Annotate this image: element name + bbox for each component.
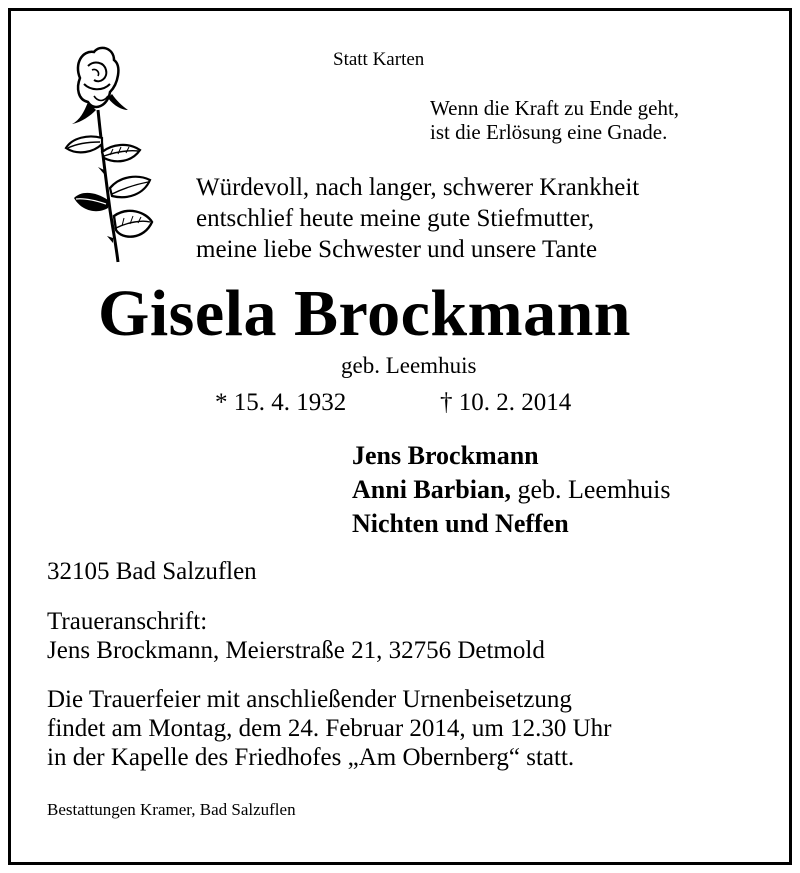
motto-line-1: Wenn die Kraft zu Ende geht, bbox=[430, 96, 680, 120]
motto-line-2: ist die Erlösung eine Gnade. bbox=[430, 120, 668, 144]
death-date: † 10. 2. 2014 bbox=[440, 389, 572, 416]
ceremony-line-3: in der Kapelle des Friedhofes „Am Obernberg“ statt. bbox=[47, 744, 575, 771]
address-label: Traueranschrift: bbox=[47, 608, 208, 635]
address-value: Jens Brockmann, Meierstraße 21, 32756 Detmold bbox=[47, 637, 545, 664]
mourner-item: Jens Brockmann bbox=[352, 441, 539, 470]
undertaker: Bestattungen Kramer, Bad Salzuflen bbox=[47, 800, 296, 819]
location: 32105 Bad Salzuflen bbox=[47, 558, 257, 585]
ceremony-line-2: findet am Montag, dem 24. Februar 2014, um 12.30 Uhr bbox=[47, 715, 612, 742]
deceased-name: Gisela Brockmann bbox=[98, 277, 632, 350]
intro-line-1: Würdevoll, nach langer, schwerer Krankheit bbox=[196, 174, 640, 201]
mourner-item: Nichten und Neffen bbox=[352, 509, 569, 538]
rose-icon bbox=[58, 40, 158, 265]
intro-line-2: entschlief heute meine gute Stiefmutter, bbox=[196, 205, 595, 232]
mourners-list bbox=[352, 439, 671, 541]
ceremony-line-1: Die Trauerfeier mit anschließender Urnenbeisetzung bbox=[47, 686, 572, 713]
header-note: Statt Karten bbox=[333, 49, 425, 70]
mourner-item: Anni Barbian, geb. Leemhuis bbox=[352, 475, 671, 504]
maiden-name: geb. Leemhuis bbox=[341, 353, 477, 378]
intro-line-3: meine liebe Schwester und unsere Tante bbox=[196, 236, 598, 263]
birth-date: * 15. 4. 1932 bbox=[215, 389, 347, 416]
